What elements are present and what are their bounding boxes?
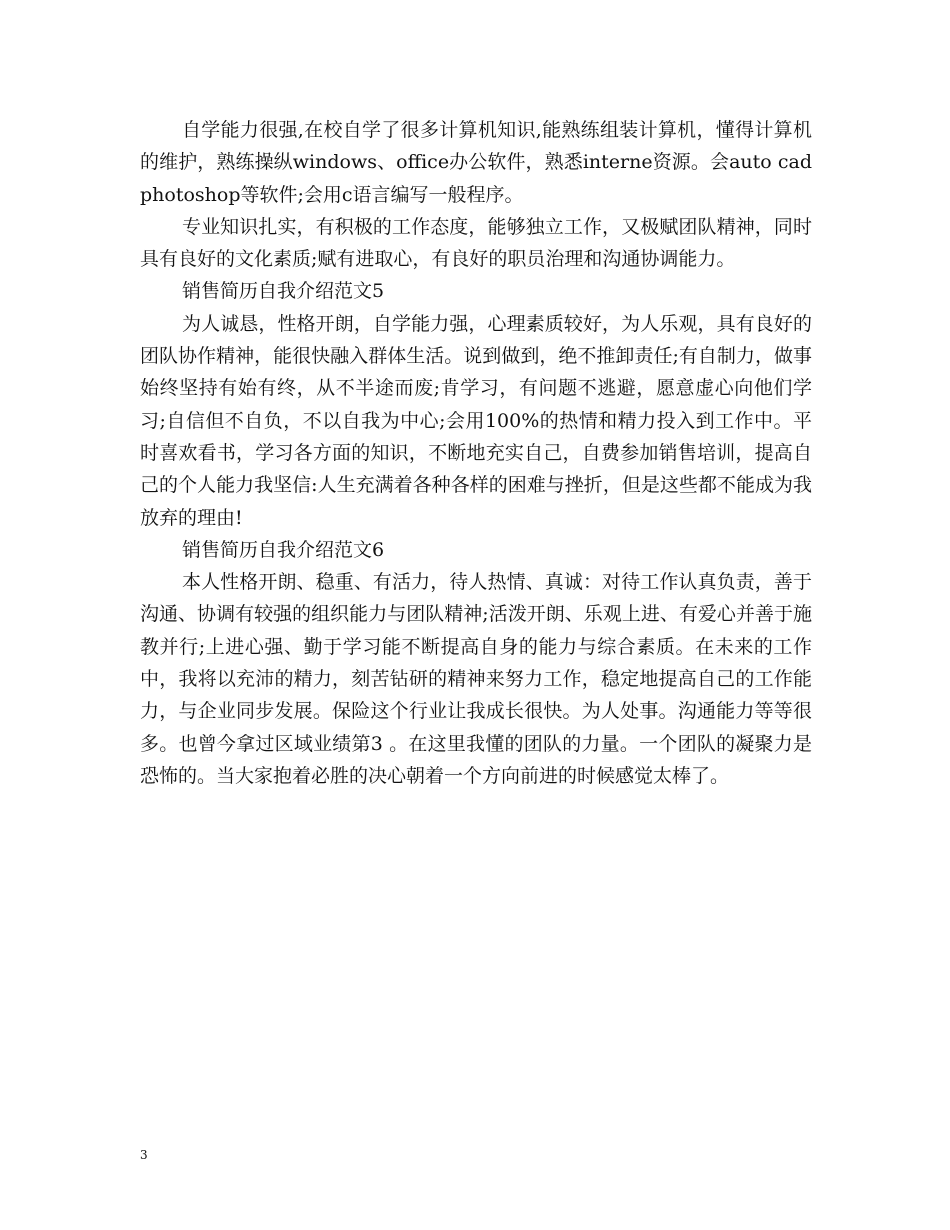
document-body — [140, 114, 812, 792]
section-heading-sample-6: 销售简历自我介绍范文6 — [182, 538, 385, 561]
paragraph-self-study: 自学能力很强,在校自学了很多计算机知识,能熟练组装计算机，懂得计算机的维护，熟练操纵windows、office办公软件，熟悉interne资源。会auto cad photoshop等软件;会用c语言编写一般程序。 — [140, 119, 812, 206]
page-number: 3 — [140, 1148, 148, 1162]
section-heading-sample-5: 销售简历自我介绍范文5 — [182, 280, 385, 303]
paragraph-sample-5: 为人诚恳，性格开朗，自学能力强，心理素质较好，为人乐观，具有良好的团队协作精神，能很快融入群体生活。说到做到，绝不推卸责任;有自制力，做事始终坚持有始有终，从不半途而废;肯学习，有问题不逃避，愿意虚心向他们学习;自信但不自负，不以自我为中心;会用100%的热情和精力投入到工作中。平时喜欢看书，学习各方面的知识，不断地充实自己，自费参加销售培训，提高自己的个人能力我坚信:人生充满着各种各样的困难与挫折，但是这些都不能成为我放弃的理由! — [140, 312, 812, 529]
paragraph-sample-6: 本人性格开朗、稳重、有活力，待人热情、真诚：对待工作认真负责，善于沟通、协调有较强的组织能力与团队精神;活泼开朗、乐观上进、有爱心并善于施教并行;上进心强、勤于学习能不断提高自身的能力与综合素质。在未来的工作中，我将以充沛的精力，刻苦钻研的精神来努力工作，稳定地提高自己的工作能力，与企业同步发展。保险这个行业让我成长很快。为人处事。沟通能力等等很多。也曾今拿过区域业绩第3 。在这里我懂的团队的力量。一个团队的凝聚力是恐怖的。当大家抱着必胜的决心朝着一个方向前进的时候感觉太棒了。 — [140, 571, 812, 787]
paragraph-professional-knowledge: 专业知识扎实，有积极的工作态度，能够独立工作，又极赋团队精神，同时具有良好的文化素质;赋有进取心，有良好的职员治理和沟通协调能力。 — [140, 215, 812, 271]
